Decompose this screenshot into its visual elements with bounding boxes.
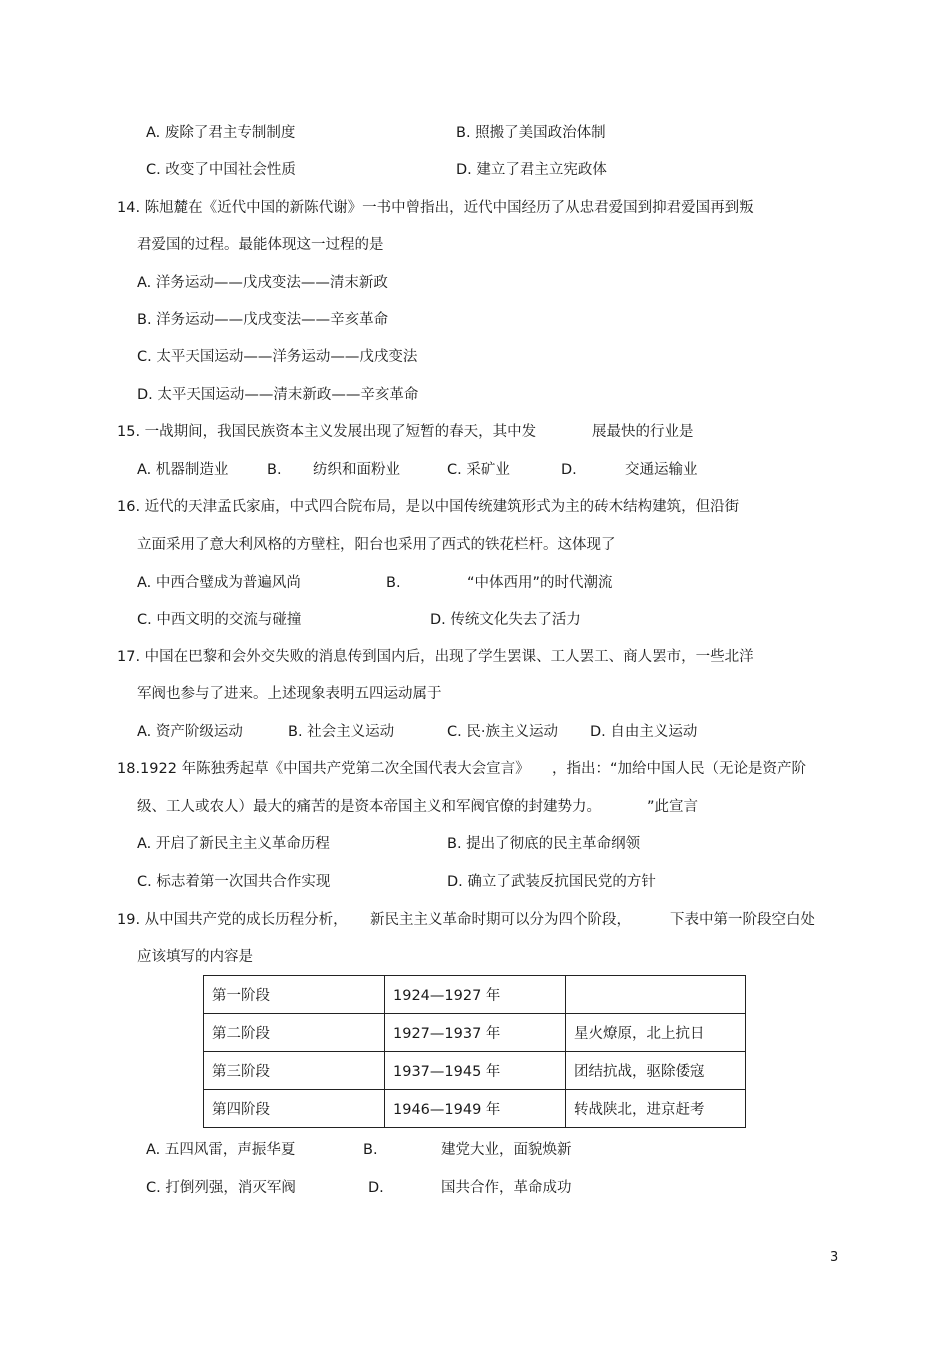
- q18-option-b: B. 提出了彻底的民主革命纲领: [447, 836, 641, 852]
- q19-option-c: C. 打倒列强，消灭军阀: [146, 1180, 296, 1196]
- q18-option-c: C. 标志着第一次国共合作实现: [137, 874, 331, 890]
- table-cell: 第一阶段: [204, 976, 385, 1014]
- q19-option-d-text: 国共合作，革命成功: [441, 1180, 572, 1196]
- q13-option-c: C. 改变了中国社会性质: [146, 162, 296, 178]
- q19-stem-line1-part3: 下表中第一阶段空白处: [670, 912, 815, 928]
- q14-option-d: D. 太平天国运动——清末新政——辛亥革命: [137, 387, 419, 403]
- q15-stem-part2: 展最快的行业是: [592, 424, 694, 440]
- q16-stem-line2: 立面采用了意大利风格的方壁柱，阳台也采用了西式的铁花栏杆。这体现了: [137, 537, 616, 553]
- table-row: [204, 976, 746, 1014]
- q16-option-b-text: “中体西用”的时代潮流: [467, 575, 613, 591]
- table-cell: [566, 976, 746, 1014]
- table-cell: 第四阶段: [204, 1090, 385, 1128]
- table-row: [204, 1014, 746, 1052]
- q15-option-b-label: B.: [267, 462, 282, 478]
- q19-option-d-label: D.: [368, 1180, 384, 1196]
- q14-option-c: C. 太平天国运动——洋务运动——戊戌变法: [137, 349, 418, 365]
- q15-option-c: C. 采矿业: [447, 462, 510, 478]
- table-cell: 1946—1949 年: [385, 1090, 566, 1128]
- q19-stem-line1-part1: 19. 从中国共产党的成长历程分析，: [117, 912, 348, 928]
- q18-stem-line1-part2: ，指出：“加给中国人民（无论是资产阶: [552, 761, 807, 777]
- table-cell: 1937—1945 年: [385, 1052, 566, 1090]
- q15-option-d-label: D.: [561, 462, 577, 478]
- table-cell: 1924—1927 年: [385, 976, 566, 1014]
- q13-option-d: D. 建立了君主立宪政体: [456, 162, 607, 178]
- q15-option-a: A. 机器制造业: [137, 462, 229, 478]
- q14-stem-line2: 君爱国的过程。最能体现这一过程的是: [137, 237, 384, 253]
- q16-option-b-label: B.: [386, 575, 401, 591]
- q16-option-c: C. 中西文明的交流与碰撞: [137, 612, 302, 628]
- q16-option-a: A. 中西合璧成为普遍风尚: [137, 575, 301, 591]
- q14-option-a: A. 洋务运动——戊戌变法——清末新政: [137, 275, 388, 291]
- q17-option-b: B. 社会主义运动: [288, 724, 395, 740]
- q18-stem-line2-part1: 级、工人或农人）最大的痛苦的是资本帝国主义和军阀官僚的封建势力。: [137, 799, 601, 815]
- q13-option-a: A. 废除了君主专制制度: [146, 125, 296, 141]
- q17-stem-line1: 17. 中国在巴黎和会外交失败的消息传到国内后，出现了学生罢课、工人罢工、商人罢市，一些北洋: [117, 649, 754, 665]
- table-row: [204, 1090, 746, 1128]
- q18-option-d: D. 确立了武装反抗国民党的方针: [447, 874, 656, 890]
- table-row: [204, 1052, 746, 1090]
- q19-stage-table: [203, 975, 746, 1128]
- q19-option-b-text: 建党大业，面貌焕新: [441, 1142, 572, 1158]
- q18-stem-line1-part1: 18.1922 年陈独秀起草《中国共产党第二次全国代表大会宣言》: [117, 761, 530, 777]
- q16-option-d: D. 传统文化失去了活力: [430, 612, 581, 628]
- table-cell: 团结抗战，驱除倭寇: [566, 1052, 746, 1090]
- table-cell: 第二阶段: [204, 1014, 385, 1052]
- q19-option-a: A. 五四风雷，声振华夏: [146, 1142, 296, 1158]
- table-cell: 第三阶段: [204, 1052, 385, 1090]
- q17-stem-line2: 军阀也参与了进来。上述现象表明五四运动属于: [137, 686, 442, 702]
- q19-stem-line2: 应该填写的内容是: [137, 949, 253, 965]
- q18-stem-line2-part2: ”此宣言: [647, 799, 699, 815]
- table-cell: 转战陕北，进京赶考: [566, 1090, 746, 1128]
- q15-stem-part1: 15. 一战期间，我国民族资本主义发展出现了短暂的春天，其中发: [117, 424, 537, 440]
- q19-stem-line1-part2: 新民主主义革命时期可以分为四个阶段，: [370, 912, 631, 928]
- q13-option-b: B. 照搬了美国政治体制: [456, 125, 606, 141]
- q16-stem-line1: 16. 近代的天津孟氏家庙，中式四合院布局，是以中国传统建筑形式为主的砖木结构建筑，但沿街: [117, 499, 740, 515]
- q14-option-b: B. 洋务运动——戊戌变法——辛亥革命: [137, 312, 389, 328]
- table-cell: 星火燎原，北上抗日: [566, 1014, 746, 1052]
- table-cell: 1927—1937 年: [385, 1014, 566, 1052]
- q19-option-b-label: B.: [363, 1142, 378, 1158]
- q17-option-c: C. 民·族主义运动: [447, 724, 558, 740]
- page-number: 3: [830, 1250, 839, 1265]
- q15-option-b-text: 纺织和面粉业: [313, 462, 400, 478]
- q18-option-a: A. 开启了新民主主义革命历程: [137, 836, 330, 852]
- q17-option-a: A. 资产阶级运动: [137, 724, 243, 740]
- q15-option-d-text: 交通运输业: [625, 462, 698, 478]
- q17-option-d: D. 自由主义运动: [590, 724, 698, 740]
- q14-stem-line1: 14. 陈旭麓在《近代中国的新陈代谢》一书中曾指出，近代中国经历了从忠君爱国到抑君爱国再到叛: [117, 200, 754, 216]
